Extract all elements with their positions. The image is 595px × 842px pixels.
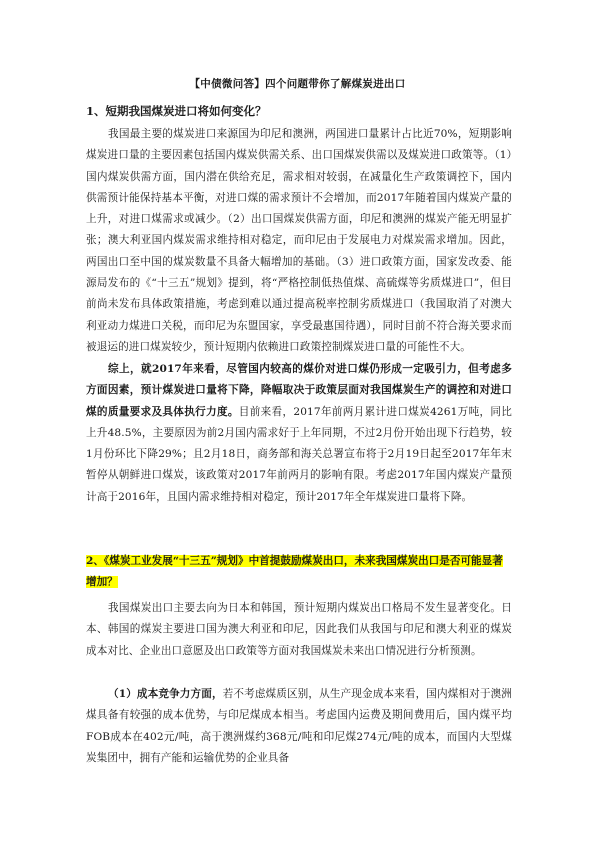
cost-competitiveness-bold: （1）成本竞争力方面， xyxy=(108,688,223,700)
section1-paragraph2 xyxy=(86,359,512,508)
section2-heading-text: 2、《煤炭工业发展“十三五”规划》中首提鼓励煤炭出口，未来我国煤炭出口是否可能显著增加？ xyxy=(86,555,503,589)
section2-paragraph2 xyxy=(86,684,512,769)
cost-competitiveness-rest: 若不考虑煤质区别，从生产现金成本来看，国内煤相对于澳洲煤具备有较强的成本优势，与印尼煤成本相当。考虑国内运费及期间费用后，国内煤平均FOB成本在402元/吨，高于澳洲煤约368元/吨和印尼煤274元/吨的成本，而国内大型煤炭集团中，拥有产能和运输优势的企业具备 xyxy=(86,688,512,764)
section1-paragraph1: 我国最主要的煤炭进口来源国为印尼和澳洲，两国进口量累计占比近70%，短期影响煤炭进口量的主要因素包括国内煤炭供需关系、出口国煤炭供需以及煤炭进口政策等。（1）国内煤炭供需方面，国内潜在供给充足，需求相对较弱，在减量化生产政策调控下，国内供需预计能保持基本平衡，对进口煤的需求预计不会增加，而2017年随着国内煤炭产量的上升，对进口煤需求或减少。（2）出口国煤炭供需方面，印尼和澳洲的煤炭产能无明显扩张；澳大利亚国内煤炭需求维持相对稳定，而印尼由于发展电力对煤炭需求增加。因此，两国出口至中国的煤炭数量不具备大幅增加的基础。（3）进口政策方面，国家发改委、能源局发布的《“十三五”规划》提到，将“严格控制低热值煤、高硫煤等劣质煤进口”，但目前尚未发布具体政策措施，考虑到难以通过提高税率控制劣质煤进口（我国取消了对澳大利亚动力煤进口关税，而印尼为东盟国家，享受最惠国待遇），同时目前不符合海关要求而被退运的进口煤炭较少，预计短期内依赖进口政策控制煤炭进口量的可能性不大。 xyxy=(86,128,512,353)
section1-heading: 1、短期我国煤炭进口将如何变化？ xyxy=(86,104,267,118)
section2-heading xyxy=(86,551,512,594)
section2-paragraph1: 我国煤炭出口主要去向为日本和韩国，预计短期内煤炭出口格局不发生显著变化。日本、韩国的煤炭主要进口国为澳大利亚和印尼，因此我们从我国与印尼和澳大利亚的煤炭成本对比、企业出口意愿及出口政策等方面对我国煤炭未来出口情况进行分析预测。 xyxy=(86,602,512,657)
document-title: 【中债微问答】四个问题带你了解煤炭进出口 xyxy=(189,78,406,90)
section1-summary-rest: 目前来看，2017年前两月累计进口煤炭4261万吨，同比上升48.5%，主要原因为前2月国内需求好于上年同期，不过2月份开始出现下行趋势，较1月份环比下降29%；且2月18日，商务部和海关总署宣布将于2月19日起至2017年年末暂停从朝鲜进口煤炭，该政策对2017年前两月的影响有限。考虑2017年国内煤炭产量预计高于2016年，且国内需求维持相对稳定，预计2017年全年煤炭进口量将下降。 xyxy=(86,405,513,503)
section1-summary-bold: 综上，就2017年来看，尽管国内较高的煤价对进口煤仍形成一定吸引力，但考虑多方面因素，预计煤炭进口量将下降，降幅取决于政策层面对我国煤炭生产的调控和对进口煤的质量要求及具体执行力度。 xyxy=(86,363,512,418)
